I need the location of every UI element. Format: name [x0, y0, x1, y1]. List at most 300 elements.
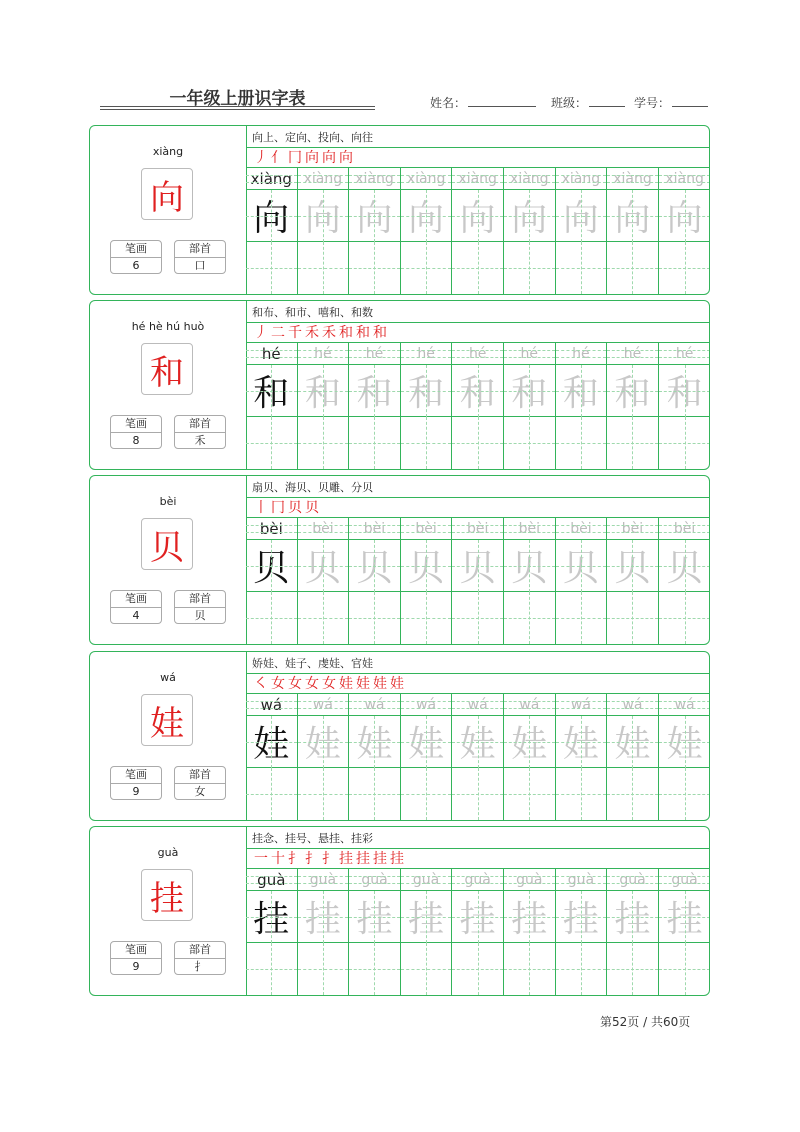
character-trace: 向 [504, 190, 555, 242]
pinyin-guide-line [659, 876, 710, 877]
grid-guide-line [298, 794, 349, 795]
practice-cell[interactable] [504, 869, 556, 995]
stroke-step: 冂 [271, 500, 285, 516]
grid-guide-line [246, 742, 297, 743]
grid-guide-line [401, 917, 452, 918]
pinyin-model: wá [246, 694, 297, 716]
grid-guide-line [246, 268, 297, 269]
pinyin-model: bèi [246, 518, 297, 540]
practice-cell[interactable] [607, 343, 659, 469]
pinyin-guide-line [452, 701, 503, 702]
example-words: 和布、和市、嘻和、和数 [252, 306, 373, 319]
practice-cell[interactable] [401, 168, 453, 294]
character-trace: 贝 [298, 540, 349, 592]
stroke-step: 冂 [288, 150, 302, 166]
character-trace: 挂 [452, 891, 503, 943]
student-id-blank[interactable] [672, 94, 708, 107]
character-trace: 和 [298, 365, 349, 417]
class-blank[interactable] [589, 94, 625, 107]
pinyin-trace: hé [504, 343, 555, 365]
character-trace: 娃 [349, 716, 400, 768]
pinyin-guide-line [504, 525, 555, 526]
practice-cell[interactable] [401, 694, 453, 820]
radical-value: 女 [194, 785, 206, 798]
page-title: 一年级上册识字表 [169, 89, 306, 109]
grid-guide-line [607, 917, 658, 918]
pinyin-guide-line [504, 883, 555, 884]
grid-guide-line [556, 969, 607, 970]
stroke-count-label: 笔画 [111, 767, 161, 784]
pinyin-trace: guà [349, 869, 400, 891]
pinyin-trace: xiàng [607, 168, 658, 190]
practice-cell[interactable] [659, 518, 710, 644]
grid-guide-line [504, 917, 555, 918]
grid-guide-line [504, 268, 555, 269]
stroke-step: 女 [288, 676, 302, 692]
practice-cell[interactable] [556, 518, 608, 644]
stroke-order [254, 148, 353, 166]
pinyin-trace: wá [349, 694, 400, 716]
grid-guide-line [349, 917, 400, 918]
character-trace: 挂 [659, 891, 710, 943]
grid-guide-line [246, 391, 297, 392]
stroke-count-label: 笔画 [111, 942, 161, 959]
character-trace: 和 [556, 365, 607, 417]
grid-guide-line [401, 742, 452, 743]
character-trace: 挂 [401, 891, 452, 943]
pinyin-guide-line [504, 182, 555, 183]
pinyin-guide-line [556, 357, 607, 358]
grid-guide-line [401, 216, 452, 217]
pinyin-trace: bèi [504, 518, 555, 540]
practice-cell[interactable] [659, 694, 710, 820]
pinyin-guide-line [607, 182, 658, 183]
practice-cell[interactable] [401, 518, 453, 644]
stroke-step: 扌 [288, 851, 302, 867]
grid-guide-line [298, 618, 349, 619]
practice-cell[interactable] [504, 518, 556, 644]
pinyin-trace: hé [298, 343, 349, 365]
pinyin-trace: guà [659, 869, 710, 891]
pinyin-readings: wá [160, 671, 176, 684]
character-trace: 挂 [349, 891, 400, 943]
stroke-step: 丿 [254, 150, 268, 166]
stroke-step: 扌 [305, 851, 319, 867]
grid-guide-line [659, 618, 710, 619]
stroke-count-value: 4 [132, 609, 140, 622]
pinyin-trace: xiàng [298, 168, 349, 190]
stroke-step: 丿 [254, 325, 268, 341]
model-character: 和 [141, 343, 193, 395]
grid-guide-line [556, 391, 607, 392]
pinyin-trace: guà [401, 869, 452, 891]
pinyin-trace: hé [401, 343, 452, 365]
pinyin-guide-line [504, 350, 555, 351]
name-blank[interactable] [468, 94, 536, 107]
class-label: 班级： [551, 96, 588, 110]
practice-cell[interactable] [401, 343, 453, 469]
pinyin-trace: hé [349, 343, 400, 365]
pinyin-readings: guà [157, 846, 179, 859]
pinyin-guide-line [298, 876, 349, 877]
pinyin-model: guà [246, 869, 297, 891]
practice-cell[interactable] [246, 869, 298, 995]
grid-guide-line [246, 618, 297, 619]
character-trace: 娃 [298, 716, 349, 768]
grid-guide-line [246, 969, 297, 970]
pinyin-guide-line [246, 883, 297, 884]
practice-cell[interactable] [401, 869, 453, 995]
pinyin-guide-line [246, 357, 297, 358]
pinyin-trace: wá [401, 694, 452, 716]
grid-guide-line [659, 742, 710, 743]
character-card [89, 125, 710, 295]
practice-cell[interactable] [298, 168, 350, 294]
character-trace: 向 [556, 190, 607, 242]
pinyin-guide-line [401, 525, 452, 526]
practice-cell[interactable] [298, 694, 350, 820]
pinyin-guide-line [452, 175, 503, 176]
grid-guide-line [452, 566, 503, 567]
character-trace: 娃 [556, 716, 607, 768]
stroke-count-box [110, 766, 162, 800]
character-card [89, 300, 710, 470]
character-info-panel [90, 827, 247, 995]
grid-guide-line [349, 216, 400, 217]
stroke-count-box [110, 941, 162, 975]
grid-guide-line [607, 794, 658, 795]
pinyin-guide-line [659, 532, 710, 533]
practice-cell[interactable] [607, 694, 659, 820]
name-field[interactable] [430, 94, 536, 111]
grid-guide-line [246, 443, 297, 444]
practice-cell[interactable] [556, 343, 608, 469]
grid-guide-line [607, 268, 658, 269]
pinyin-guide-line [607, 532, 658, 533]
stroke-step: 娃 [356, 676, 370, 692]
pinyin-guide-line [349, 525, 400, 526]
character-model: 贝 [246, 540, 297, 592]
stroke-step: 挂 [390, 851, 404, 867]
grid-guide-line [659, 216, 710, 217]
character-trace: 娃 [659, 716, 710, 768]
practice-cell[interactable] [659, 168, 710, 294]
character-trace: 和 [349, 365, 400, 417]
radical-label: 部首 [175, 591, 225, 608]
pinyin-guide-line [246, 876, 297, 877]
grid-guide-line [659, 969, 710, 970]
pinyin-guide-line [659, 175, 710, 176]
practice-cell[interactable] [607, 168, 659, 294]
grid-guide-line [452, 742, 503, 743]
pinyin-guide-line [556, 876, 607, 877]
grid-guide-line [556, 618, 607, 619]
name-label: 姓名： [430, 96, 467, 110]
grid-guide-line [452, 268, 503, 269]
pinyin-guide-line [298, 708, 349, 709]
pinyin-guide-line [246, 708, 297, 709]
practice-cell[interactable] [349, 343, 401, 469]
pinyin-guide-line [246, 350, 297, 351]
pinyin-trace: xiàng [659, 168, 710, 190]
stroke-step: 向 [322, 150, 336, 166]
radical-label: 部首 [175, 416, 225, 433]
practice-cell[interactable] [349, 518, 401, 644]
practice-grid [246, 343, 709, 470]
practice-cell[interactable] [452, 694, 504, 820]
pinyin-guide-line [659, 708, 710, 709]
pinyin-guide-line [607, 708, 658, 709]
stroke-step: 和 [356, 325, 370, 341]
grid-guide-line [401, 268, 452, 269]
pinyin-guide-line [349, 708, 400, 709]
pinyin-model: xiàng [246, 168, 297, 190]
grid-guide-line [298, 268, 349, 269]
page-number: 第52页 / 共60页 [600, 1015, 691, 1029]
character-trace: 挂 [504, 891, 555, 943]
grid-guide-line [556, 268, 607, 269]
pinyin-guide-line [349, 182, 400, 183]
pinyin-guide-line [349, 876, 400, 877]
stroke-step: 亻 [271, 150, 285, 166]
pinyin-trace: wá [607, 694, 658, 716]
character-card [89, 475, 710, 645]
grid-guide-line [452, 794, 503, 795]
model-character: 贝 [141, 518, 193, 570]
practice-cell[interactable] [659, 869, 710, 995]
pinyin-trace: wá [504, 694, 555, 716]
pinyin-guide-line [452, 182, 503, 183]
radical-box [174, 240, 226, 274]
practice-cell[interactable] [452, 518, 504, 644]
stroke-step: 女 [322, 676, 336, 692]
stroke-count-value: 6 [132, 259, 140, 272]
grid-guide-line [246, 216, 297, 217]
stroke-step: 女 [305, 676, 319, 692]
grid-guide-line [298, 566, 349, 567]
grid-guide-line [659, 391, 710, 392]
character-trace: 向 [349, 190, 400, 242]
stroke-count-label: 笔画 [111, 591, 161, 608]
pinyin-guide-line [659, 182, 710, 183]
character-trace: 贝 [504, 540, 555, 592]
grid-guide-line [556, 216, 607, 217]
pinyin-guide-line [556, 525, 607, 526]
grid-guide-line [504, 742, 555, 743]
pinyin-readings: xiàng [152, 145, 184, 158]
character-info-panel [90, 476, 247, 644]
grid-guide-line [607, 566, 658, 567]
pinyin-guide-line [246, 175, 297, 176]
practice-cell[interactable] [504, 343, 556, 469]
example-words: 扇贝、海贝、贝雕、分贝 [252, 481, 373, 494]
character-trace: 向 [607, 190, 658, 242]
pinyin-trace: xiàng [504, 168, 555, 190]
grid-guide-line [349, 391, 400, 392]
pinyin-guide-line [607, 525, 658, 526]
character-model: 和 [246, 365, 297, 417]
pinyin-model: hé [246, 343, 297, 365]
pinyin-guide-line [607, 876, 658, 877]
practice-cell[interactable] [246, 343, 298, 469]
stroke-step: 千 [288, 325, 302, 341]
model-character: 挂 [141, 869, 193, 921]
title-underline [100, 106, 375, 107]
practice-cell[interactable] [349, 694, 401, 820]
character-trace: 贝 [659, 540, 710, 592]
pinyin-guide-line [452, 350, 503, 351]
pinyin-trace: bèi [556, 518, 607, 540]
pinyin-guide-line [504, 701, 555, 702]
pinyin-trace: bèi [659, 518, 710, 540]
title-underline [100, 109, 375, 110]
pinyin-guide-line [452, 883, 503, 884]
pinyin-guide-line [349, 701, 400, 702]
practice-cell[interactable] [504, 694, 556, 820]
pinyin-guide-line [246, 701, 297, 702]
stroke-count-box [110, 415, 162, 449]
character-trace: 贝 [349, 540, 400, 592]
practice-cell[interactable] [298, 343, 350, 469]
practice-cell[interactable] [659, 343, 710, 469]
character-trace: 贝 [607, 540, 658, 592]
practice-grid [246, 869, 709, 996]
character-trace: 和 [401, 365, 452, 417]
pinyin-readings: bèi [159, 495, 177, 508]
character-trace: 向 [298, 190, 349, 242]
pinyin-guide-line [401, 708, 452, 709]
pinyin-guide-line [349, 175, 400, 176]
character-trace: 向 [401, 190, 452, 242]
radical-value: 口 [194, 259, 206, 272]
stroke-count-label: 笔画 [111, 416, 161, 433]
grid-guide-line [607, 443, 658, 444]
stroke-step: 女 [271, 676, 285, 692]
pinyin-guide-line [504, 532, 555, 533]
pinyin-guide-line [452, 357, 503, 358]
practice-cell[interactable] [607, 518, 659, 644]
pinyin-trace: xiàng [452, 168, 503, 190]
character-trace: 向 [452, 190, 503, 242]
practice-cell[interactable] [452, 168, 504, 294]
stroke-step: 挂 [339, 851, 353, 867]
character-trace: 贝 [556, 540, 607, 592]
grid-guide-line [452, 618, 503, 619]
stroke-step: 和 [339, 325, 353, 341]
character-trace: 娃 [401, 716, 452, 768]
pinyin-guide-line [504, 357, 555, 358]
stroke-step: 娃 [339, 676, 353, 692]
pinyin-guide-line [659, 357, 710, 358]
stroke-step: 挂 [356, 851, 370, 867]
pinyin-guide-line [349, 883, 400, 884]
practice-cell[interactable] [349, 168, 401, 294]
character-info-panel [90, 126, 247, 294]
practice-cell[interactable] [246, 168, 298, 294]
pinyin-guide-line [401, 175, 452, 176]
stroke-order [254, 849, 404, 867]
pinyin-guide-line [659, 883, 710, 884]
practice-cell[interactable] [556, 168, 608, 294]
pinyin-guide-line [452, 525, 503, 526]
pinyin-trace: guà [556, 869, 607, 891]
character-trace: 娃 [452, 716, 503, 768]
practice-cell[interactable] [504, 168, 556, 294]
radical-value: 贝 [194, 609, 206, 622]
grid-guide-line [556, 443, 607, 444]
class-field[interactable] [551, 94, 625, 111]
pinyin-guide-line [452, 708, 503, 709]
grid-guide-line [556, 566, 607, 567]
radical-box [174, 415, 226, 449]
pinyin-guide-line [504, 876, 555, 877]
practice-cell[interactable] [246, 694, 298, 820]
pinyin-trace: bèi [298, 518, 349, 540]
character-trace: 贝 [401, 540, 452, 592]
grid-guide-line [659, 443, 710, 444]
stroke-step: 十 [271, 851, 285, 867]
practice-grid [246, 694, 709, 821]
practice-cell[interactable] [556, 694, 608, 820]
practice-cell[interactable] [607, 869, 659, 995]
stroke-step: 禾 [305, 325, 319, 341]
character-card [89, 651, 710, 821]
grid-guide-line [349, 794, 400, 795]
character-info-panel [90, 301, 247, 469]
character-trace: 和 [504, 365, 555, 417]
student-id-label: 学号： [634, 96, 671, 110]
practice-cell[interactable] [556, 869, 608, 995]
grid-guide-line [607, 969, 658, 970]
pinyin-guide-line [349, 532, 400, 533]
practice-cell[interactable] [298, 518, 350, 644]
pinyin-guide-line [401, 357, 452, 358]
pinyin-guide-line [401, 883, 452, 884]
grid-guide-line [401, 794, 452, 795]
pinyin-guide-line [298, 701, 349, 702]
grid-guide-line [607, 618, 658, 619]
pinyin-guide-line [607, 701, 658, 702]
grid-guide-line [452, 216, 503, 217]
stroke-step: 二 [271, 325, 285, 341]
example-words: 挂念、挂号、悬挂、挂彩 [252, 832, 373, 845]
practice-cell[interactable] [452, 869, 504, 995]
stroke-step: ㇛ [254, 676, 268, 692]
pinyin-trace: hé [556, 343, 607, 365]
practice-cell[interactable] [452, 343, 504, 469]
grid-guide-line [504, 391, 555, 392]
practice-cell[interactable] [349, 869, 401, 995]
stroke-order [254, 674, 404, 692]
grid-guide-line [659, 917, 710, 918]
grid-guide-line [504, 969, 555, 970]
character-trace: 向 [659, 190, 710, 242]
pinyin-trace: hé [452, 343, 503, 365]
pinyin-trace: hé [607, 343, 658, 365]
grid-guide-line [659, 268, 710, 269]
grid-guide-line [349, 566, 400, 567]
student-id-field[interactable] [634, 94, 708, 111]
stroke-count-value: 9 [132, 960, 140, 973]
practice-cell[interactable] [246, 518, 298, 644]
pinyin-guide-line [401, 350, 452, 351]
practice-cell[interactable] [298, 869, 350, 995]
pinyin-trace: xiàng [349, 168, 400, 190]
pinyin-guide-line [659, 350, 710, 351]
pinyin-guide-line [556, 182, 607, 183]
pinyin-trace: guà [298, 869, 349, 891]
character-trace: 贝 [452, 540, 503, 592]
